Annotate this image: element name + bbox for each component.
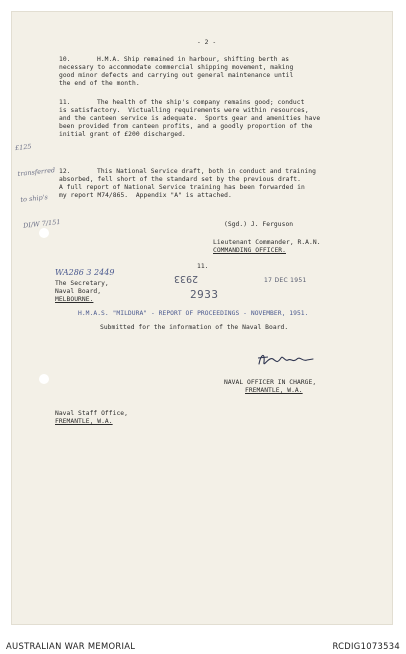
footer-left: AUSTRALIAN WAR MEMORIAL bbox=[6, 641, 136, 651]
paragraph-10-line: the end of the month. bbox=[59, 80, 140, 87]
document-sheet bbox=[12, 12, 392, 624]
paragraph-11-line: and the canteen service is adequate. Sports gear and amenities have bbox=[59, 115, 321, 122]
signatory-title: COMMANDING OFFICER. bbox=[213, 247, 286, 254]
footer-right: RCDIG1073534 bbox=[332, 641, 400, 651]
officer-title: NAVAL OFFICER IN CHARGE, bbox=[224, 379, 317, 386]
registry-stamp-inverted: 2933 bbox=[174, 273, 199, 284]
paragraph-10-line: necessary to accommodate commercial shipping movement, making bbox=[59, 64, 294, 71]
address-line: The Secretary, bbox=[55, 280, 109, 287]
signature-mark bbox=[255, 350, 317, 370]
paragraph-11-number: 11. bbox=[59, 99, 71, 106]
officer-location: FREMANTLE, W.A. bbox=[245, 387, 303, 394]
paragraph-12-line: A full report of National Service training has been forwarded in bbox=[59, 184, 305, 191]
file-reference: WA286 3 2449 bbox=[55, 268, 115, 277]
signed-name: (Sgd.) J. Ferguson bbox=[224, 221, 294, 228]
paragraph-12-line: This National Service draft, both in conduct and training bbox=[97, 168, 316, 175]
punch-hole bbox=[39, 374, 49, 384]
staff-office-line: FREMANTLE, W.A. bbox=[55, 418, 113, 425]
staff-office-line: Naval Staff Office, bbox=[55, 410, 128, 417]
date-stamp: 17 DEC 1951 bbox=[264, 277, 307, 284]
margin-note-line: DI/W 7/151 bbox=[22, 217, 61, 230]
paragraph-11-line: The health of the ship's company remains good; conduct bbox=[97, 99, 305, 106]
paragraph-10-line: good minor defects and carrying out general maintenance until bbox=[59, 72, 294, 79]
paragraph-11-line: initial grant of £200 discharged. bbox=[59, 131, 186, 138]
paragraph-11-line: is satisfactory. Victualling requirements were within resources, bbox=[59, 107, 309, 114]
registry-stamp: 2933 bbox=[190, 288, 219, 301]
margin-note bbox=[13, 123, 63, 247]
margin-note-line: £125 bbox=[14, 142, 32, 153]
margin-note-line: transferred bbox=[17, 166, 56, 178]
address-line: MELBOURNE. bbox=[55, 296, 94, 303]
signatory-rank: Lieutenant Commander, R.A.N. bbox=[213, 239, 321, 246]
paragraph-10-number: 10. bbox=[59, 56, 71, 63]
paragraph-10-line: H.M.A. Ship remained in harbour, shifting berth as bbox=[97, 56, 290, 63]
paragraph-12-number: 12. bbox=[59, 168, 71, 175]
margin-note-line: to ship's bbox=[20, 192, 49, 204]
paragraph-12-line: my report M74/865. Appendix "A" is attached. bbox=[59, 192, 232, 199]
submitted-text: Submitted for the information of the Naval Board. bbox=[100, 324, 289, 331]
page-number: - 2 - bbox=[197, 39, 217, 46]
paragraph-12-line: absorbed, fell short of the standard set by the previous draft. bbox=[59, 176, 301, 183]
section-number: 11. bbox=[197, 263, 209, 270]
paragraph-11-line: been provided from canteen profits, and a goodly proportion of the bbox=[59, 123, 313, 130]
address-line: Naval Board, bbox=[55, 288, 102, 295]
report-title: H.M.A.S. "MILDURA" - REPORT OF PROCEEDINGS - NOVEMBER, 1951. bbox=[78, 310, 309, 317]
